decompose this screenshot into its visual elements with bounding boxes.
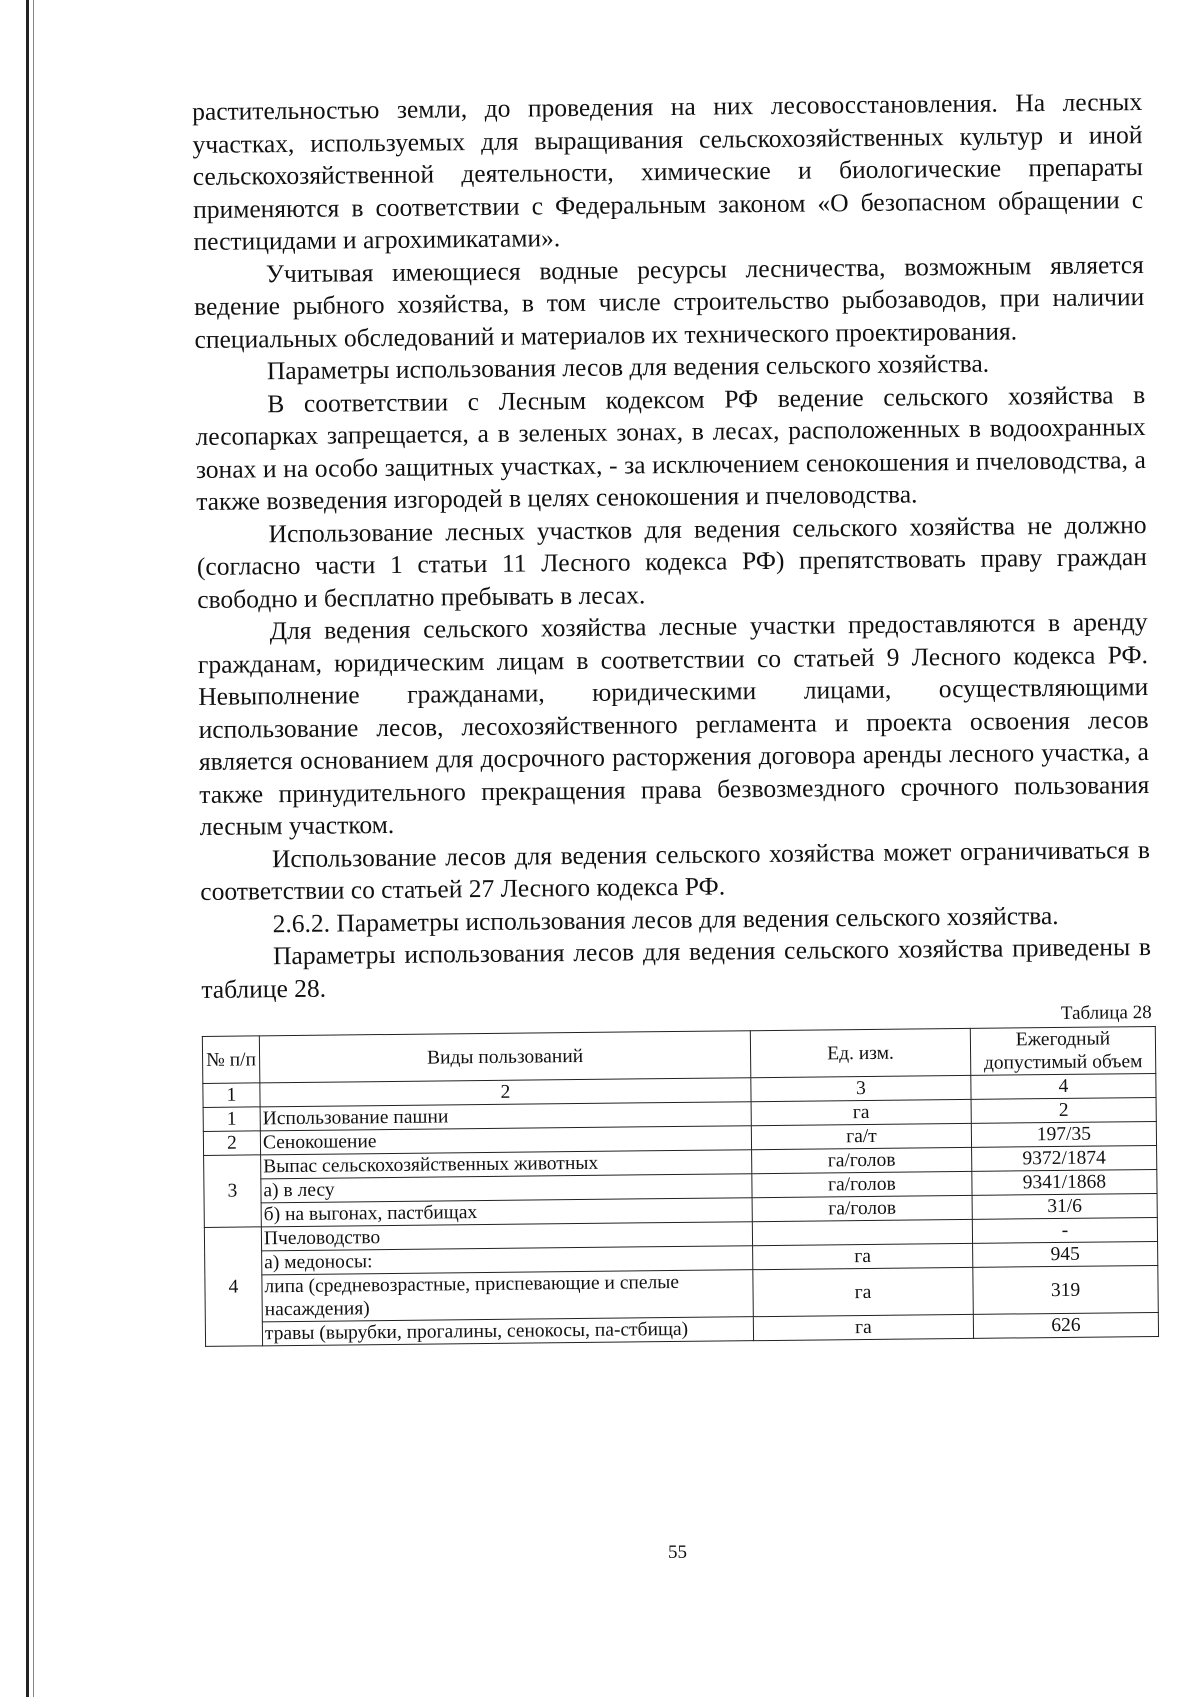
row-unit: га [753, 1243, 973, 1269]
row-kind: травы (вырубки, прогалины, сенокосы, па-стбища) [262, 1317, 753, 1346]
row-unit: га/т [751, 1123, 971, 1149]
row-kind: липа (средневозрастные, приспевающие и спелые насаждения) [262, 1270, 753, 1322]
row-kind: Использование пашни [260, 1102, 751, 1131]
index-cell: 3 [751, 1075, 971, 1101]
paragraph-4: В соответствии с Лесным кодексом РФ ведение сельского хозяйства в лесопарках запрещается, а в зеленых зонах, в лесах, расположенных в водоохранных зонах и на особо защитных участках, - за исключением сенокошения и пчеловодства, а также возведения изгородей в целях сенокошения и пчеловодства. [195, 379, 1147, 516]
header-unit: Ед. изм. [750, 1028, 970, 1077]
paragraph-1: растительностью земли, до проведения на них лесовосстановления. На лесных участках, используемых для выращивания сельскохозяйственных культур и иной сельскохозяйственной деятельности, химические и биологические препараты применяются в соответствии с Федеральным законом «О безопасном обращении с пестицидами и агрохимикатами». [192, 87, 1144, 256]
row-volume: 626 [973, 1312, 1158, 1338]
row-unit: га [753, 1267, 973, 1316]
paragraph-9: Параметры использования лесов для ведения сельского хозяйства приведены в таблице 28. [201, 932, 1152, 1004]
header-num: № п/п [202, 1036, 259, 1084]
row-unit: га [751, 1099, 971, 1125]
row-volume: 197/35 [971, 1121, 1156, 1147]
row-kind: Сенокошение [260, 1126, 751, 1155]
row-unit [752, 1219, 972, 1245]
row-volume: 2 [971, 1097, 1156, 1123]
row-num: 2 [203, 1131, 260, 1156]
parameters-table [202, 1026, 1159, 1347]
row-kind: Выпас сельскохозяйственных животных [261, 1150, 752, 1179]
row-unit: га/голов [752, 1147, 972, 1173]
row-volume: 945 [973, 1241, 1158, 1267]
document-page [192, 86, 1155, 1347]
row-num: 4 [204, 1227, 262, 1347]
row-unit: га/голов [752, 1171, 972, 1197]
paragraph-7: Использование лесов для ведения сельского хозяйства может ограничиваться в соответствии со статьей 27 Лесного кодекса РФ. [200, 834, 1151, 906]
paragraph-5: Использование лесных участков для ведения сельского хозяйства не должно (согласно части 1 статьи 11 Лесного кодекса РФ) препятствовать праву граждан свободно и бесплатно пребывать в лесах. [196, 509, 1148, 614]
header-volume: Ежегодный допустимый объем [970, 1026, 1155, 1075]
page-number: 55 [668, 1542, 687, 1563]
row-volume: 9372/1874 [972, 1145, 1157, 1171]
row-unit: га [753, 1314, 973, 1340]
binding-edge [26, 0, 29, 1697]
section-heading-2-6-2: 2.6.2. Параметры использования лесов для ведения сельского хозяйства. [272, 900, 1059, 938]
row-volume: - [972, 1217, 1157, 1243]
row-kind: а) в лесу [261, 1174, 752, 1203]
header-kind: Виды пользований [259, 1031, 750, 1083]
row-volume: 319 [973, 1265, 1158, 1314]
paragraph-2: Учитывая имеющиеся водные ресурсы лесничества, возможным является ведение рыбного хозяйства, в том числе строительство рыбозаводов, при наличии специальных обследований и материалов их технического проектирования. [194, 249, 1145, 354]
row-unit: га/голов [752, 1195, 972, 1221]
paragraph-6: Для ведения сельского хозяйства лесные участки предоставляются в аренду гражданам, юридическим лицам в соответствии со статьей 9 Лесного кодекса РФ. Невыполнение гражданами, юридическими лицами, осуществляющими использование лесов, лесохозяйственного регламента и проекта освоения лесов является основанием для досрочного расторжения договора аренды лесного участка, а также принудительного прекращения права безвозмездного срочного пользования лесным участком. [197, 607, 1150, 841]
row-kind: а) медоносы: [262, 1246, 753, 1275]
index-cell: 4 [971, 1073, 1156, 1099]
row-kind: Пчеловодство [261, 1222, 752, 1251]
paragraph-3: Параметры использования лесов для ведения сельского хозяйства. [266, 348, 990, 386]
row-num: 3 [204, 1155, 262, 1228]
index-cell: 1 [203, 1083, 260, 1108]
row-kind: б) на выгонах, пастбищах [261, 1198, 752, 1227]
row-volume: 9341/1868 [972, 1169, 1157, 1195]
table-caption: Таблица 28 [1060, 1002, 1152, 1024]
row-num: 1 [203, 1107, 260, 1132]
row-volume: 31/6 [972, 1193, 1157, 1219]
binding-edge-shadow [33, 0, 34, 1697]
index-cell: 2 [260, 1078, 751, 1107]
